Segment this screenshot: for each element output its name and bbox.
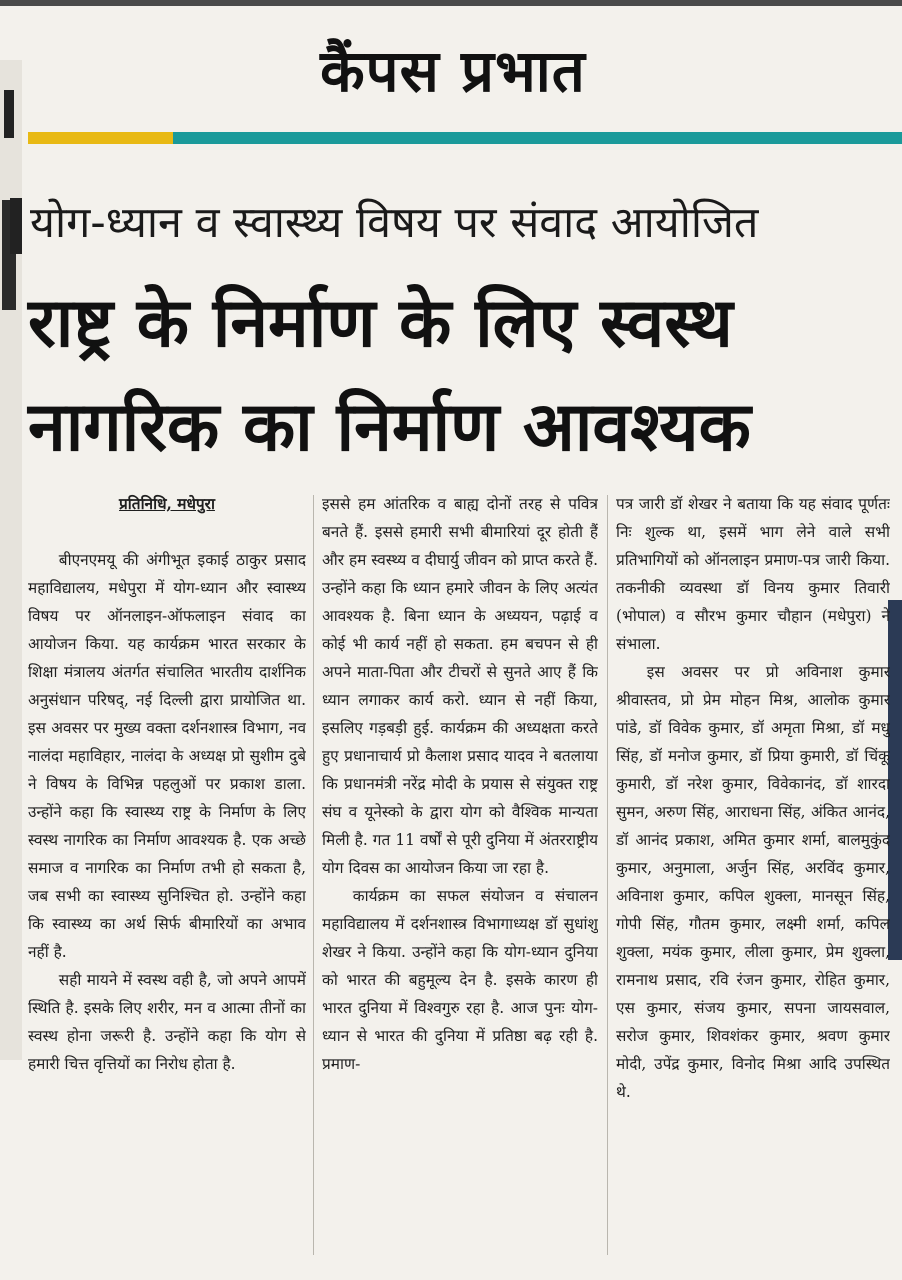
column-rule — [607, 495, 608, 1255]
byline: प्रतिनिधि, मधेपुरा — [119, 495, 215, 513]
headline-line-1: राष्ट्र के निर्माण के लिए स्वस्थ — [28, 284, 733, 363]
top-edge-strip — [0, 0, 902, 6]
column-rule — [313, 495, 314, 1255]
color-bar-teal — [173, 132, 902, 144]
paragraph: सही मायने में स्वस्थ वही है, जो अपने आपमें स्थिति है. इसके लिए शरीर, मन व आत्मा तीनों का स्वस्थ होना जरूरी है. उन्होंने कहा कि योग से हमारी चित्त वृत्तियों का निरोध होता है. — [28, 971, 306, 1073]
paragraph: बीएनएमयू की अंगीभूत इकाई ठाकुर प्रसाद महाविद्यालय, मधेपुरा में योग-ध्यान और स्वास्थ्य विषय पर ऑनलाइन-ऑफलाइन संवाद का आयोजन किया. यह कार्यक्रम भारत सरकार के शिक्षा मंत्रालय अंतर्गत संचालित भारतीय दार्शनिक अनुसंधान परिषद्, नई दिल्ली द्वारा प्रायोजित था. इस अवसर पर मुख्य वक्ता दर्शनशास्त्र विभाग, नव नालंदा महाविहार, नालंदा के अध्यक्ष प्रो सुशीम दुबे ने विषय के विभिन्न पहलुओं पर प्रकाश डाला. उन्होंने कहा कि स्वास्थ्य राष्ट्र के निर्माण के लिए स्वस्थ नागरिक का निर्माण आवश्यक है. एक अच्छे समाज व नागरिक का निर्माण तभी हो सकता है, जब सभी का स्वास्थ्य सुनिश्चित हो. उन्होंने कहा कि स्वास्थ्य का अर्थ सिर्फ बीमारियों का अभाव नहीं है. — [28, 551, 306, 961]
bottom-crop-edge — [28, 1268, 902, 1280]
paragraph: पत्र जारी डॉ शेखर ने बताया कि यह संवाद पूर्णतः निः शुल्क था, इसमें भाग लेने वाले सभी प्रतिभागियों को ऑनलाइन प्रमाण-पत्र जारी किया. तकनीकी व्यवस्था डॉ विनय कुमार तिवारी (भोपाल) व सौरभ कुमार चौहान (मधेपुरा) ने संभाला. — [616, 495, 890, 653]
masthead-color-bar — [28, 132, 902, 144]
adjacent-photo-edge — [888, 600, 902, 960]
main-headline — [28, 272, 892, 480]
paragraph: इस अवसर पर प्रो अविनाश कुमार श्रीवास्तव, प्रो प्रेम मोहन मिश्र, आलोक कुमार पांडे, डॉ विवेक कुमार, डॉ अमृता मिश्रा, डॉ मधु सिंह, डॉ मनोज कुमार, डॉ प्रिया कुमारी, डॉ चिंकू कुमारी, डॉ नरेश कुमार, विवेकानंद, डॉ शारदा सुमन, अरुण सिंह, आराधना सिंह, अंकित आनंद, डॉ आनंद प्रकाश, अमित कुमार शर्मा, बालमुकुंद कुमार, अनुमाला, अर्जुन सिंह, अरविंद कुमार, अविनाश कुमार, कपिल शुक्ला, मानसून सिंह, गोपी सिंह, गौतम कुमार, लक्ष्मी शर्मा, कपिल शुक्ला, मयंक कुमार, लीला कुमार, प्रेम शुक्ला, रामनाथ प्रसाद, रवि रंजन कुमार, रोहित कुमार, एस कुमार, संजय कुमार, सपना जायसवाल, सरोज कुमार, शिवशंकर कुमार, श्रवण कुमार मोदी, उपेंद्र कुमार, विनोद मिश्रा आदि उपस्थित थे. — [616, 663, 890, 1101]
paragraph: इससे हम आंतरिक व बाह्य दोनों तरह से पवित्र बनते हैं. इससे हमारी सभी बीमारियां दूर होती हैं और हम स्वस्थ्य व दीघार्यु जीवन को प्राप्त करते हैं. उन्होंने कहा कि ध्यान हमारे जीवन के लिए अत्यंत आवश्यक है. बिना ध्यान के अध्ययन, पढ़ाई व कोई भी कार्य नहीं हो सकता. हम बचपन से ही अपने माता-पिता और टीचरों से सुनते आए हैं कि ध्यान लगाकर कार्य करो. ध्यान से नहीं किया, इसलिए गड़बड़ी हुई. कार्यक्रम की अध्यक्षता करते हुए प्रधानाचार्य प्रो कैलाश प्रसाद यादव ने बतलाया कि प्रधानमंत्री नरेंद्र मोदी के प्रयास से संयुक्त राष्ट्र संघ व यूनेस्को के द्वारा योग को वैश्विक मान्यता मिली है. गत 11 वर्षों से पूरी दुनिया में अंतरराष्ट्रीय योग दिवस का आयोजन किया जा रहा है. — [322, 495, 598, 877]
kicker-text: योग-ध्यान व स्वास्थ्य विषय पर संवाद आयोजित — [30, 198, 759, 248]
edge-mark — [4, 90, 14, 138]
headline-line-2: नागरिक का निर्माण आवश्यक — [28, 388, 751, 467]
article-column-3 — [616, 490, 890, 1270]
article-column-1 — [28, 490, 306, 1270]
paragraph: कार्यक्रम का सफल संयोजन व संचालन महाविद्यालय में दर्शनशास्त्र विभागाध्यक्ष डॉ सुधांशु शेखर ने किया. उन्होंने कहा कि योग-ध्यान दुनिया को भारत की बहुमूल्य देन है. इसके कारण ही भारत दुनिया में विश्वगुरु रहा है. आज पुनः योग-ध्यान से भारत की दुनिया में प्रतिष्ठा बढ़ रही है. प्रमाण- — [322, 887, 598, 1073]
color-bar-yellow — [28, 132, 173, 144]
kicker-marker — [10, 198, 22, 254]
article-column-2 — [322, 490, 598, 1270]
kicker-headline — [0, 180, 902, 266]
section-masthead: कैंपस प्रभात — [320, 37, 586, 105]
